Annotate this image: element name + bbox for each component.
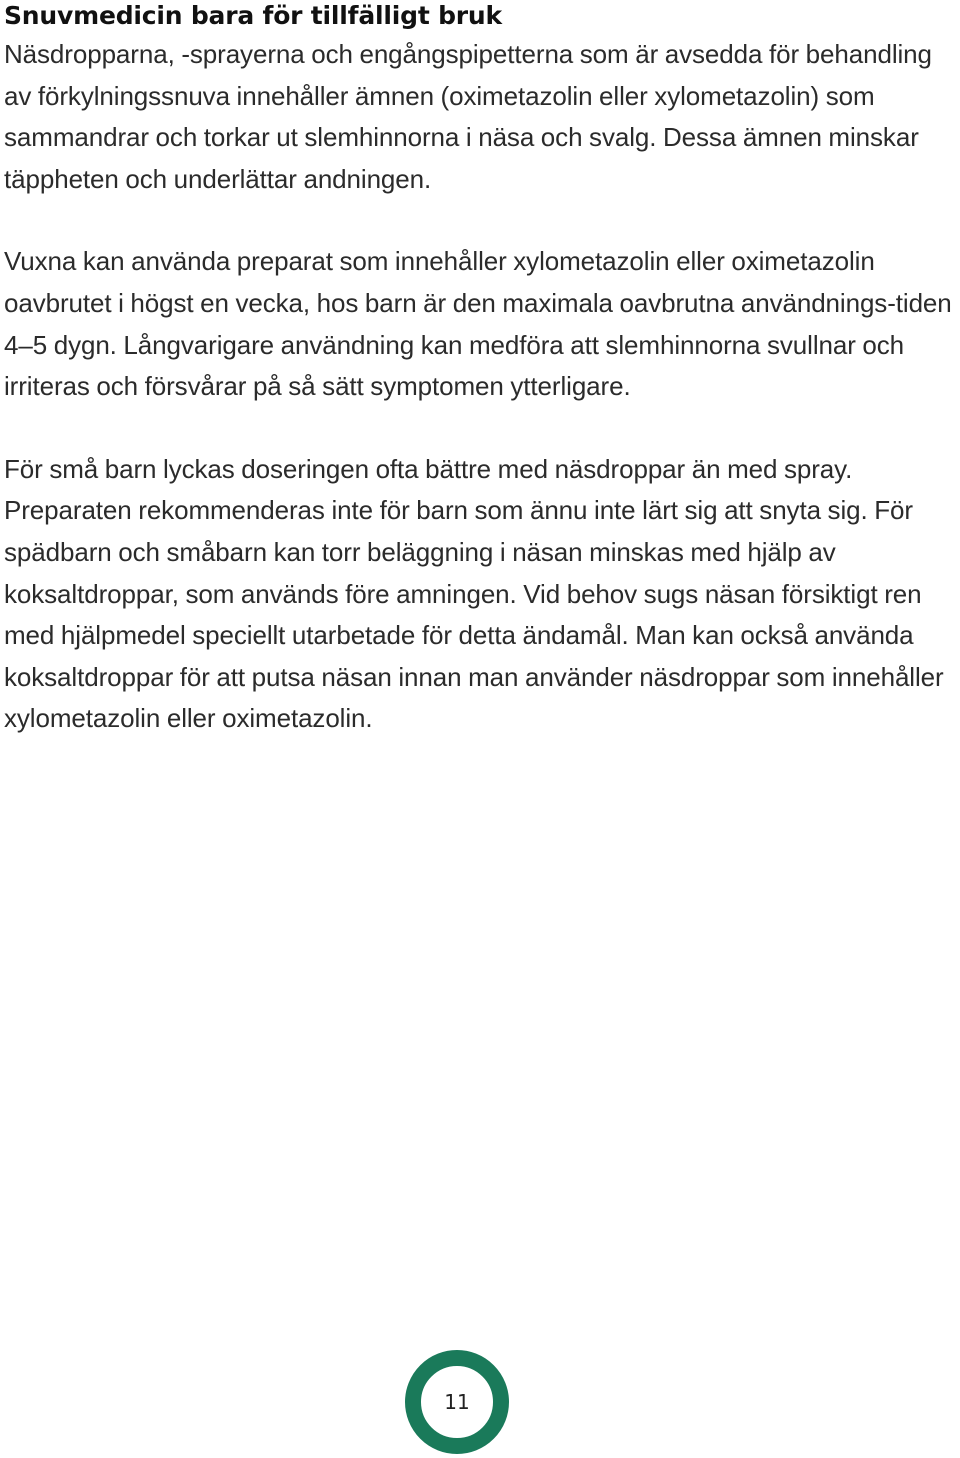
paragraph-nasal-drops: Näsdropparna, -sprayerna och engångspipetterna som är avsedda för behandling av förkylningssnuva innehåller ämnen (oximetazolin eller xylometazolin) som sammandrar och torkar ut slemhinnorna i näsa och svalg. Dessa ämnen minskar täppheten och underlättar andningen.: [4, 39, 932, 194]
paragraph-adult-usage: Vuxna kan använda preparat som innehåller xylometazolin eller oximetazolin oavbrutet i högst en vecka, hos barn är den maximala oavbrutna användnings-tiden 4–5 dygn. Långvarigare användning kan medföra att slemhinnorna svullnar och irriteras och försvårar på så sätt symptomen ytterligare.: [4, 246, 952, 402]
page-number: 11: [444, 1390, 470, 1414]
document-body: [4, 0, 956, 740]
paragraph-small-children: För små barn lyckas doseringen ofta bättre med näsdroppar än med spray. Preparaten rekommenderas inte för barn som ännu inte lärt sig att snyta sig. För spädbarn och småbarn kan torr beläggning i näsan minskas med hjälp av koksaltdroppar, som används före amningen. Vid behov sugs näsan försiktigt ren med hjälpmedel speciellt utarbetade för detta ändamål. Man kan också använda koksaltdroppar för att putsa näsan innan man använder näsdroppar som innehåller xylometazolin eller oximetazolin.: [4, 453, 944, 734]
section-heading: Snuvmedicin bara för tillfälligt bruk: [4, 1, 502, 30]
page-number-badge: [405, 1350, 509, 1454]
